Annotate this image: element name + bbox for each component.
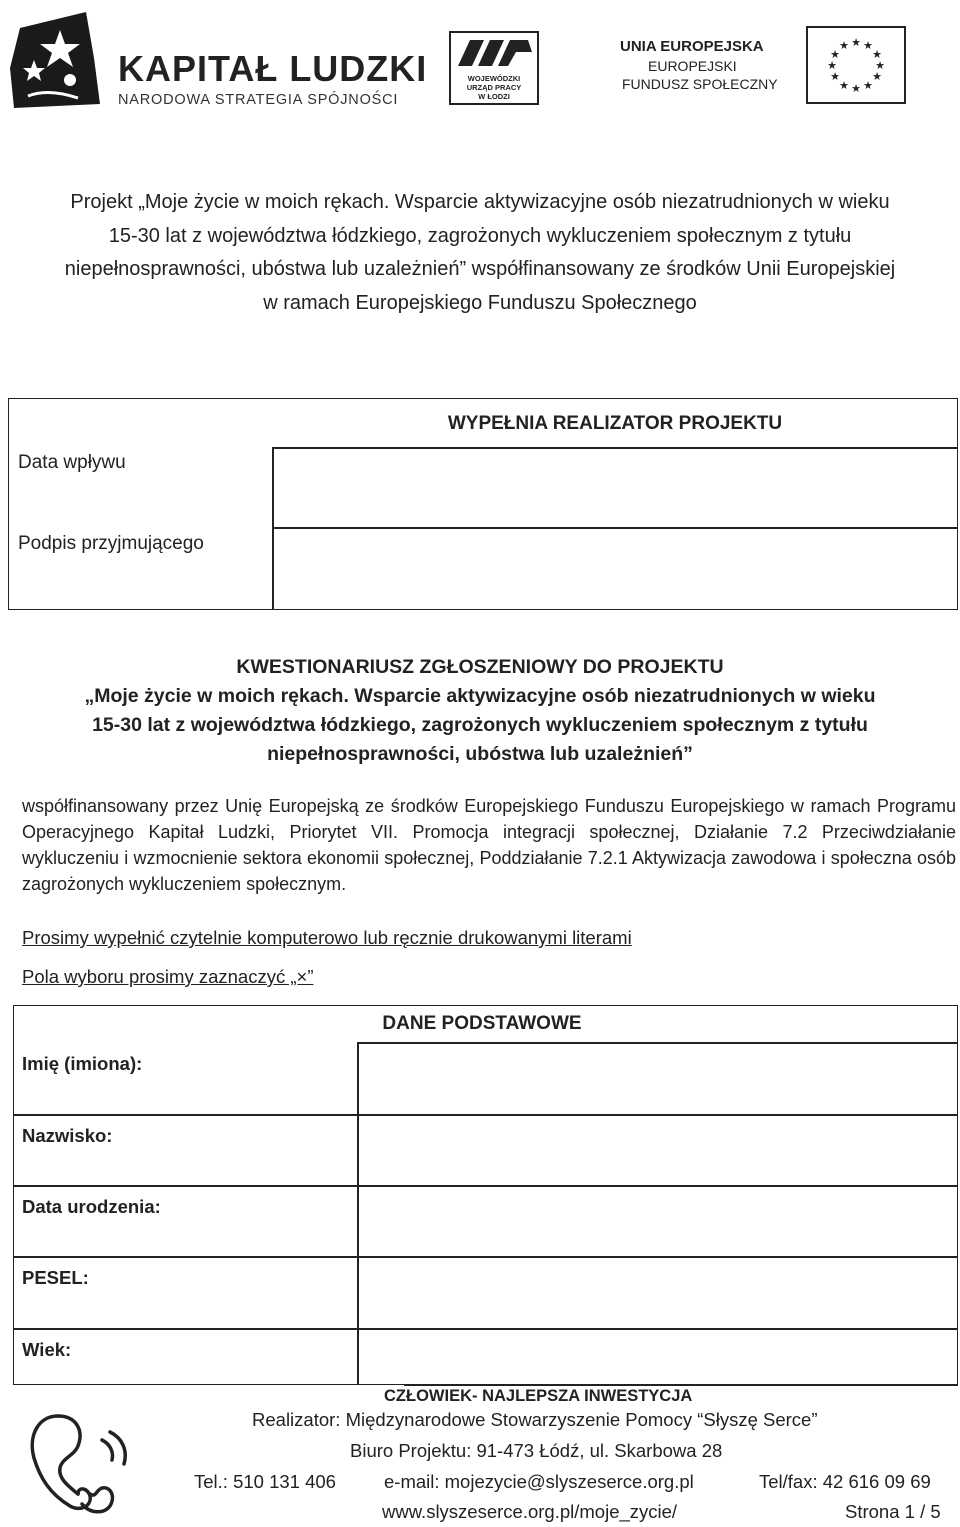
choice-instruction: Pola wyboru prosimy zaznaczyć „×” bbox=[22, 966, 314, 987]
svg-text:★: ★ bbox=[827, 59, 837, 72]
wup-line-1: WOJEWÓDZKI bbox=[467, 74, 521, 83]
eu-efs-logo bbox=[600, 26, 908, 106]
questionnaire-title-line: niepełnosprawności, ubóstwa lub uzależnień” bbox=[267, 743, 693, 765]
svg-text:★: ★ bbox=[872, 70, 882, 83]
svg-text:★: ★ bbox=[863, 79, 873, 92]
pesel-label: PESEL: bbox=[22, 1267, 89, 1288]
kapital-ludzki-emblem-icon bbox=[8, 8, 108, 118]
wup-text bbox=[454, 74, 534, 101]
pesel-field[interactable] bbox=[360, 1258, 956, 1327]
basic-data-header-rule bbox=[357, 1042, 958, 1044]
svg-text:★: ★ bbox=[875, 59, 885, 72]
eu-flag-icon bbox=[806, 26, 906, 104]
fill-instruction: Prosimy wypełnić czytelnie komputerowo lub ręcznie drukowanymi literami bbox=[22, 927, 632, 948]
wup-line-2: URZĄD PRACY bbox=[466, 83, 522, 92]
svg-text:★: ★ bbox=[830, 48, 840, 61]
footer-fax: Tel/fax: 42 616 09 69 bbox=[759, 1471, 931, 1492]
intro-line: 15-30 lat z województwa łódzkiego, zagrożonych wykluczeniem społecznym z tytułu bbox=[108, 224, 852, 247]
intro-line: Projekt „Moje życie w moich rękach. Wsparcie aktywizacyjne osób niezatrudnionych w wieku bbox=[70, 191, 890, 213]
slysze-serce-logo-icon bbox=[20, 1402, 140, 1520]
last-name-field[interactable] bbox=[360, 1116, 956, 1184]
eu-line-2: EUROPEJSKI bbox=[648, 58, 737, 74]
date-received-field[interactable] bbox=[275, 450, 956, 526]
office-box-row-rule bbox=[272, 527, 958, 529]
footer-email[interactable]: e-mail: mojezycie@slyszeserce.org.pl bbox=[384, 1471, 694, 1492]
intro-line: w ramach Europejskiego Funduszu Społecznego bbox=[263, 291, 697, 314]
svg-text:★: ★ bbox=[839, 79, 849, 92]
questionnaire-title-line: „Moje życie w moich rękach. Wsparcie aktywizacyjne osób niezatrudnionych w wieku bbox=[84, 685, 876, 707]
eu-line-1: UNIA EUROPEJSKA bbox=[620, 38, 764, 55]
footer-realizer: Realizator: Międzynarodowe Stowarzyszenie Pomocy “Słyszę Serce” bbox=[252, 1409, 818, 1430]
svg-text:★: ★ bbox=[830, 70, 840, 83]
first-name-field[interactable] bbox=[360, 1045, 956, 1113]
receiver-signature-field[interactable] bbox=[275, 530, 956, 608]
receiver-signature-label: Podpis przyjmującego bbox=[18, 533, 204, 554]
office-box-header-rule bbox=[272, 447, 958, 449]
svg-text:★: ★ bbox=[839, 39, 849, 52]
footer-website[interactable]: www.slyszeserce.org.pl/moje_zycie/ bbox=[382, 1501, 678, 1522]
kapital-ludzki-subtitle: NARODOWA STRATEGIA SPÓJNOŚCI bbox=[118, 92, 399, 108]
birth-date-field[interactable] bbox=[360, 1187, 956, 1255]
svg-text:★: ★ bbox=[863, 39, 873, 52]
project-intro bbox=[20, 186, 940, 320]
age-label: Wiek: bbox=[22, 1339, 72, 1360]
footer-rule bbox=[404, 1384, 958, 1386]
questionnaire-title-block bbox=[20, 653, 940, 769]
first-name-label: Imię (imiona): bbox=[22, 1053, 143, 1074]
office-box-header: WYPEŁNIA REALIZATOR PROJEKTU bbox=[447, 413, 783, 434]
footer-phone: Tel.: 510 131 406 bbox=[194, 1471, 336, 1492]
cofinancing-paragraph: współfinansowany przez Unię Europejską ze środków Europejskiego Funduszu Europejskiego w ramach Programu Operacyjnego Kapitał Ludzki, Priorytet VII. Promocja integracji społecznej, Działanie 7.2 Przeciwdziałanie wykluczeniu i wzmocnienie sektora ekonomii społecznej, Poddziałanie 7.2.1 Aktywizacja zawodowa i społeczna osób zagrożonych wykluczeniem społecznym. bbox=[22, 796, 956, 894]
page-number: Strona 1 / 5 bbox=[845, 1501, 941, 1522]
last-name-label: Nazwisko: bbox=[22, 1125, 113, 1146]
age-field[interactable] bbox=[360, 1330, 956, 1383]
footer-office-address: Biuro Projektu: 91-473 Łódź, ul. Skarbowa 28 bbox=[350, 1440, 723, 1461]
eu-line-3: FUNDUSZ SPOŁECZNY bbox=[622, 76, 778, 92]
eu-stars-icon bbox=[808, 28, 904, 102]
questionnaire-title-line: 15-30 lat z województwa łódzkiego, zagrożonych wykluczeniem społecznym z tytułu bbox=[92, 714, 868, 736]
ear-heart-icon bbox=[20, 1402, 140, 1520]
svg-text:★: ★ bbox=[872, 48, 882, 61]
date-received-label: Data wpływu bbox=[18, 452, 126, 473]
questionnaire-title: KWESTIONARIUSZ ZGŁOSZENIOWY DO PROJEKTU bbox=[236, 656, 724, 678]
svg-text:★: ★ bbox=[851, 36, 861, 49]
birth-date-label: Data urodzenia: bbox=[22, 1196, 161, 1217]
footer-slogan: CZŁOWIEK- NAJLEPSZA INWESTYCJA bbox=[384, 1387, 693, 1405]
office-box-divider bbox=[272, 448, 274, 610]
basic-data-header: DANE PODSTAWOWE bbox=[382, 1013, 582, 1034]
wup-line-3: W ŁODZI bbox=[478, 92, 510, 101]
wup-lodz-logo bbox=[444, 26, 544, 110]
svg-text:★: ★ bbox=[851, 82, 861, 95]
kapital-ludzki-logo bbox=[8, 8, 428, 118]
intro-line: niepełnosprawności, ubóstwa lub uzależnień” współfinansowany ze środków Unii Europejskiej bbox=[64, 258, 896, 280]
basic-data-divider bbox=[357, 1043, 359, 1385]
kapital-ludzki-title: KAPITAŁ LUDZKI bbox=[118, 48, 428, 89]
